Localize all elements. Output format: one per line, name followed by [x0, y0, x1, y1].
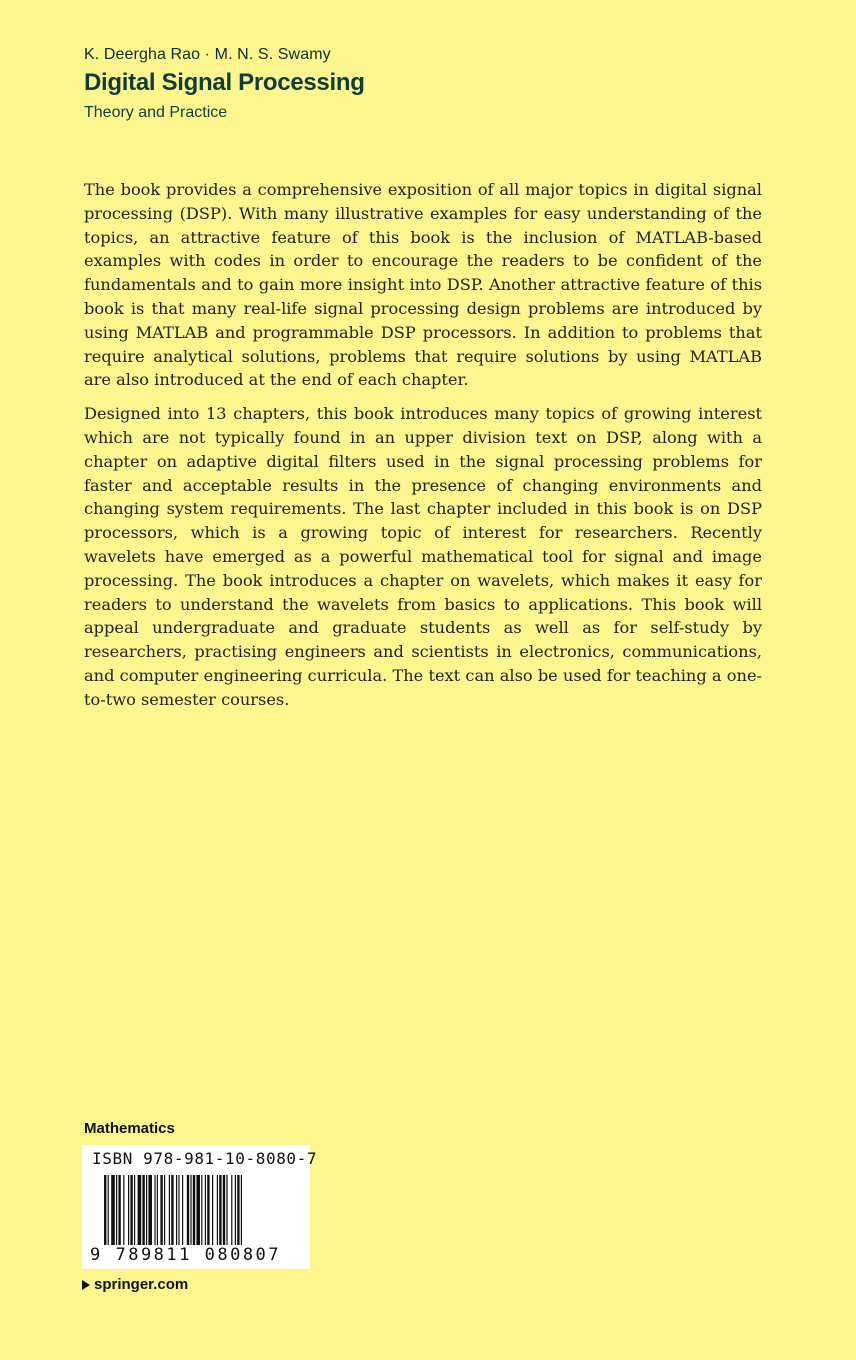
book-description — [84, 178, 762, 722]
description-paragraph-1: The book provides a comprehensive exposition of all major topics in digital signal processing (DSP). With many illustrative examples for easy understanding of the topics, an attractive feature of this book is the inclusion of MATLAB-based examples with codes in order to encourage the readers to be confident of the fundamentals and to gain more insight into DSP. Another attractive feature of this book is that many real-life signal processing design problems are introduced by using MATLAB and programmable DSP processors. In addition to problems that require analytical solutions, problems that require solutions by using MATLAB are also introduced at the end of each chapter. — [84, 180, 762, 390]
isbn-barcode — [82, 1145, 318, 1269]
book-title: Digital Signal Processing — [84, 69, 365, 96]
barcode-digits: 9 789811 080807 — [90, 1245, 282, 1265]
book-header — [84, 44, 365, 124]
publisher-link[interactable] — [82, 1276, 188, 1293]
book-subtitle: Theory and Practice — [84, 104, 228, 121]
arrow-right-icon — [82, 1280, 90, 1290]
authors: K. Deergha Rao · M. N. S. Swamy — [84, 46, 331, 63]
description-paragraph-2: Designed into 13 chapters, this book introduces many topics of growing interest which are not typically found in an upper division text on DSP, along with a chapter on adaptive digital filters used in the signal processing problems for faster and acceptable results in the presence of changing environments and changing system requirements. The last chapter included in this book is on DSP processors, which is a growing topic of interest for researchers. Recently wavelets have emerged as a powerful mathematical tool for signal and image processing. The book introduces a chapter on wavelets, which makes it easy for readers to understand the wavelets from basics to applications. This book will appeal undergraduate and graduate students as well as for self-study by researchers, practising engineers and scientists in electronics, communications, and computer engineering curricula. The text can also be used for teaching a one-to-two semester courses. — [84, 404, 762, 709]
subject-category: Mathematics — [84, 1120, 175, 1137]
publisher-url[interactable]: springer.com — [94, 1276, 189, 1293]
isbn-label: ISBN 978-981-10-8080-7 — [92, 1149, 318, 1168]
